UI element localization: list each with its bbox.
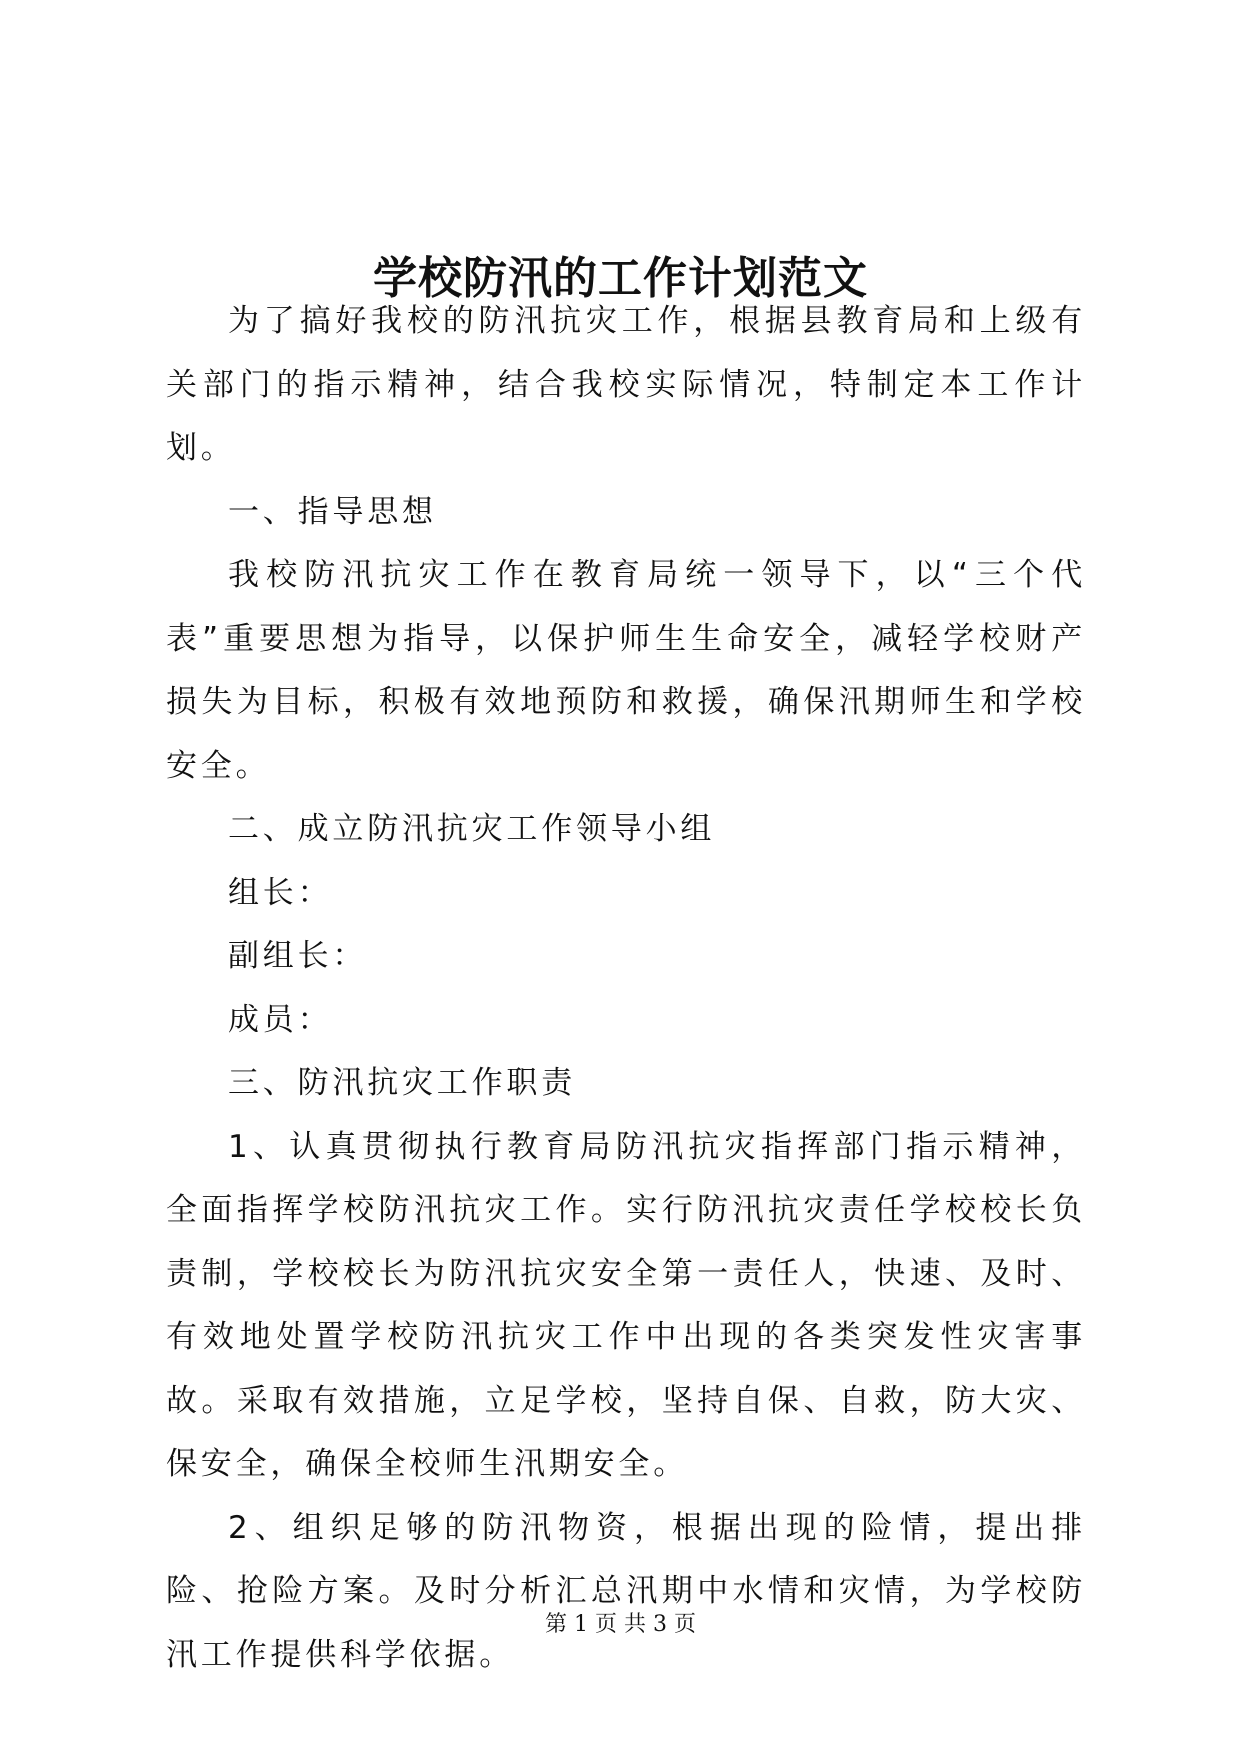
guiding-thought-paragraph: 我校防汛抗灾工作在教育局统一领导下，以“三个代表”重要思想为指导，以保护师生生命安全，减轻学校财产损失为目标，积极有效地预防和救援，确保汛期师生和学校安全。	[166, 557, 1086, 784]
section-heading-leadership-group: 二、成立防汛抗灾工作领导小组	[228, 811, 716, 847]
members-line: 成员：	[228, 1001, 333, 1038]
intro-paragraph: 为了搞好我校的防汛抗灾工作，根据县教育局和上级有关部门的指示精神，结合我校实际情况，特制定本工作计划。	[166, 303, 1086, 466]
document-body	[166, 290, 1086, 1687]
deputy-leader-line: 副组长：	[228, 938, 368, 974]
duty-item-2: 2、组织足够的防汛物资，根据出现的险情，提出排险、抢险方案。及时分析汇总汛期中水情和灾情，为学校防汛工作提供科学依据。	[166, 1509, 1086, 1673]
document-title: 学校防汛的工作计划范文	[373, 253, 868, 305]
page-number-footer: 第 1 页 共 3 页	[545, 1612, 696, 1637]
section-heading-duties: 三、防汛抗灾工作职责	[228, 1065, 576, 1101]
section-heading-guiding-thought: 一、指导思想	[228, 493, 437, 530]
group-leader-line: 组长：	[228, 874, 333, 911]
duty-item-1: 1、认真贯彻执行教育局防汛抗灾指挥部门指示精神，全面指挥学校防汛抗灾工作。实行防汛抗灾责任学校校长负责制，学校校长为防汛抗灾安全第一责任人，快速、及时、有效地处置学校防汛抗灾工作中出现的各类突发性灾害事故。采取有效措施，立足学校，坚持自保、自救，防大灾、保安全，确保全校师生汛期安全。	[166, 1128, 1086, 1482]
